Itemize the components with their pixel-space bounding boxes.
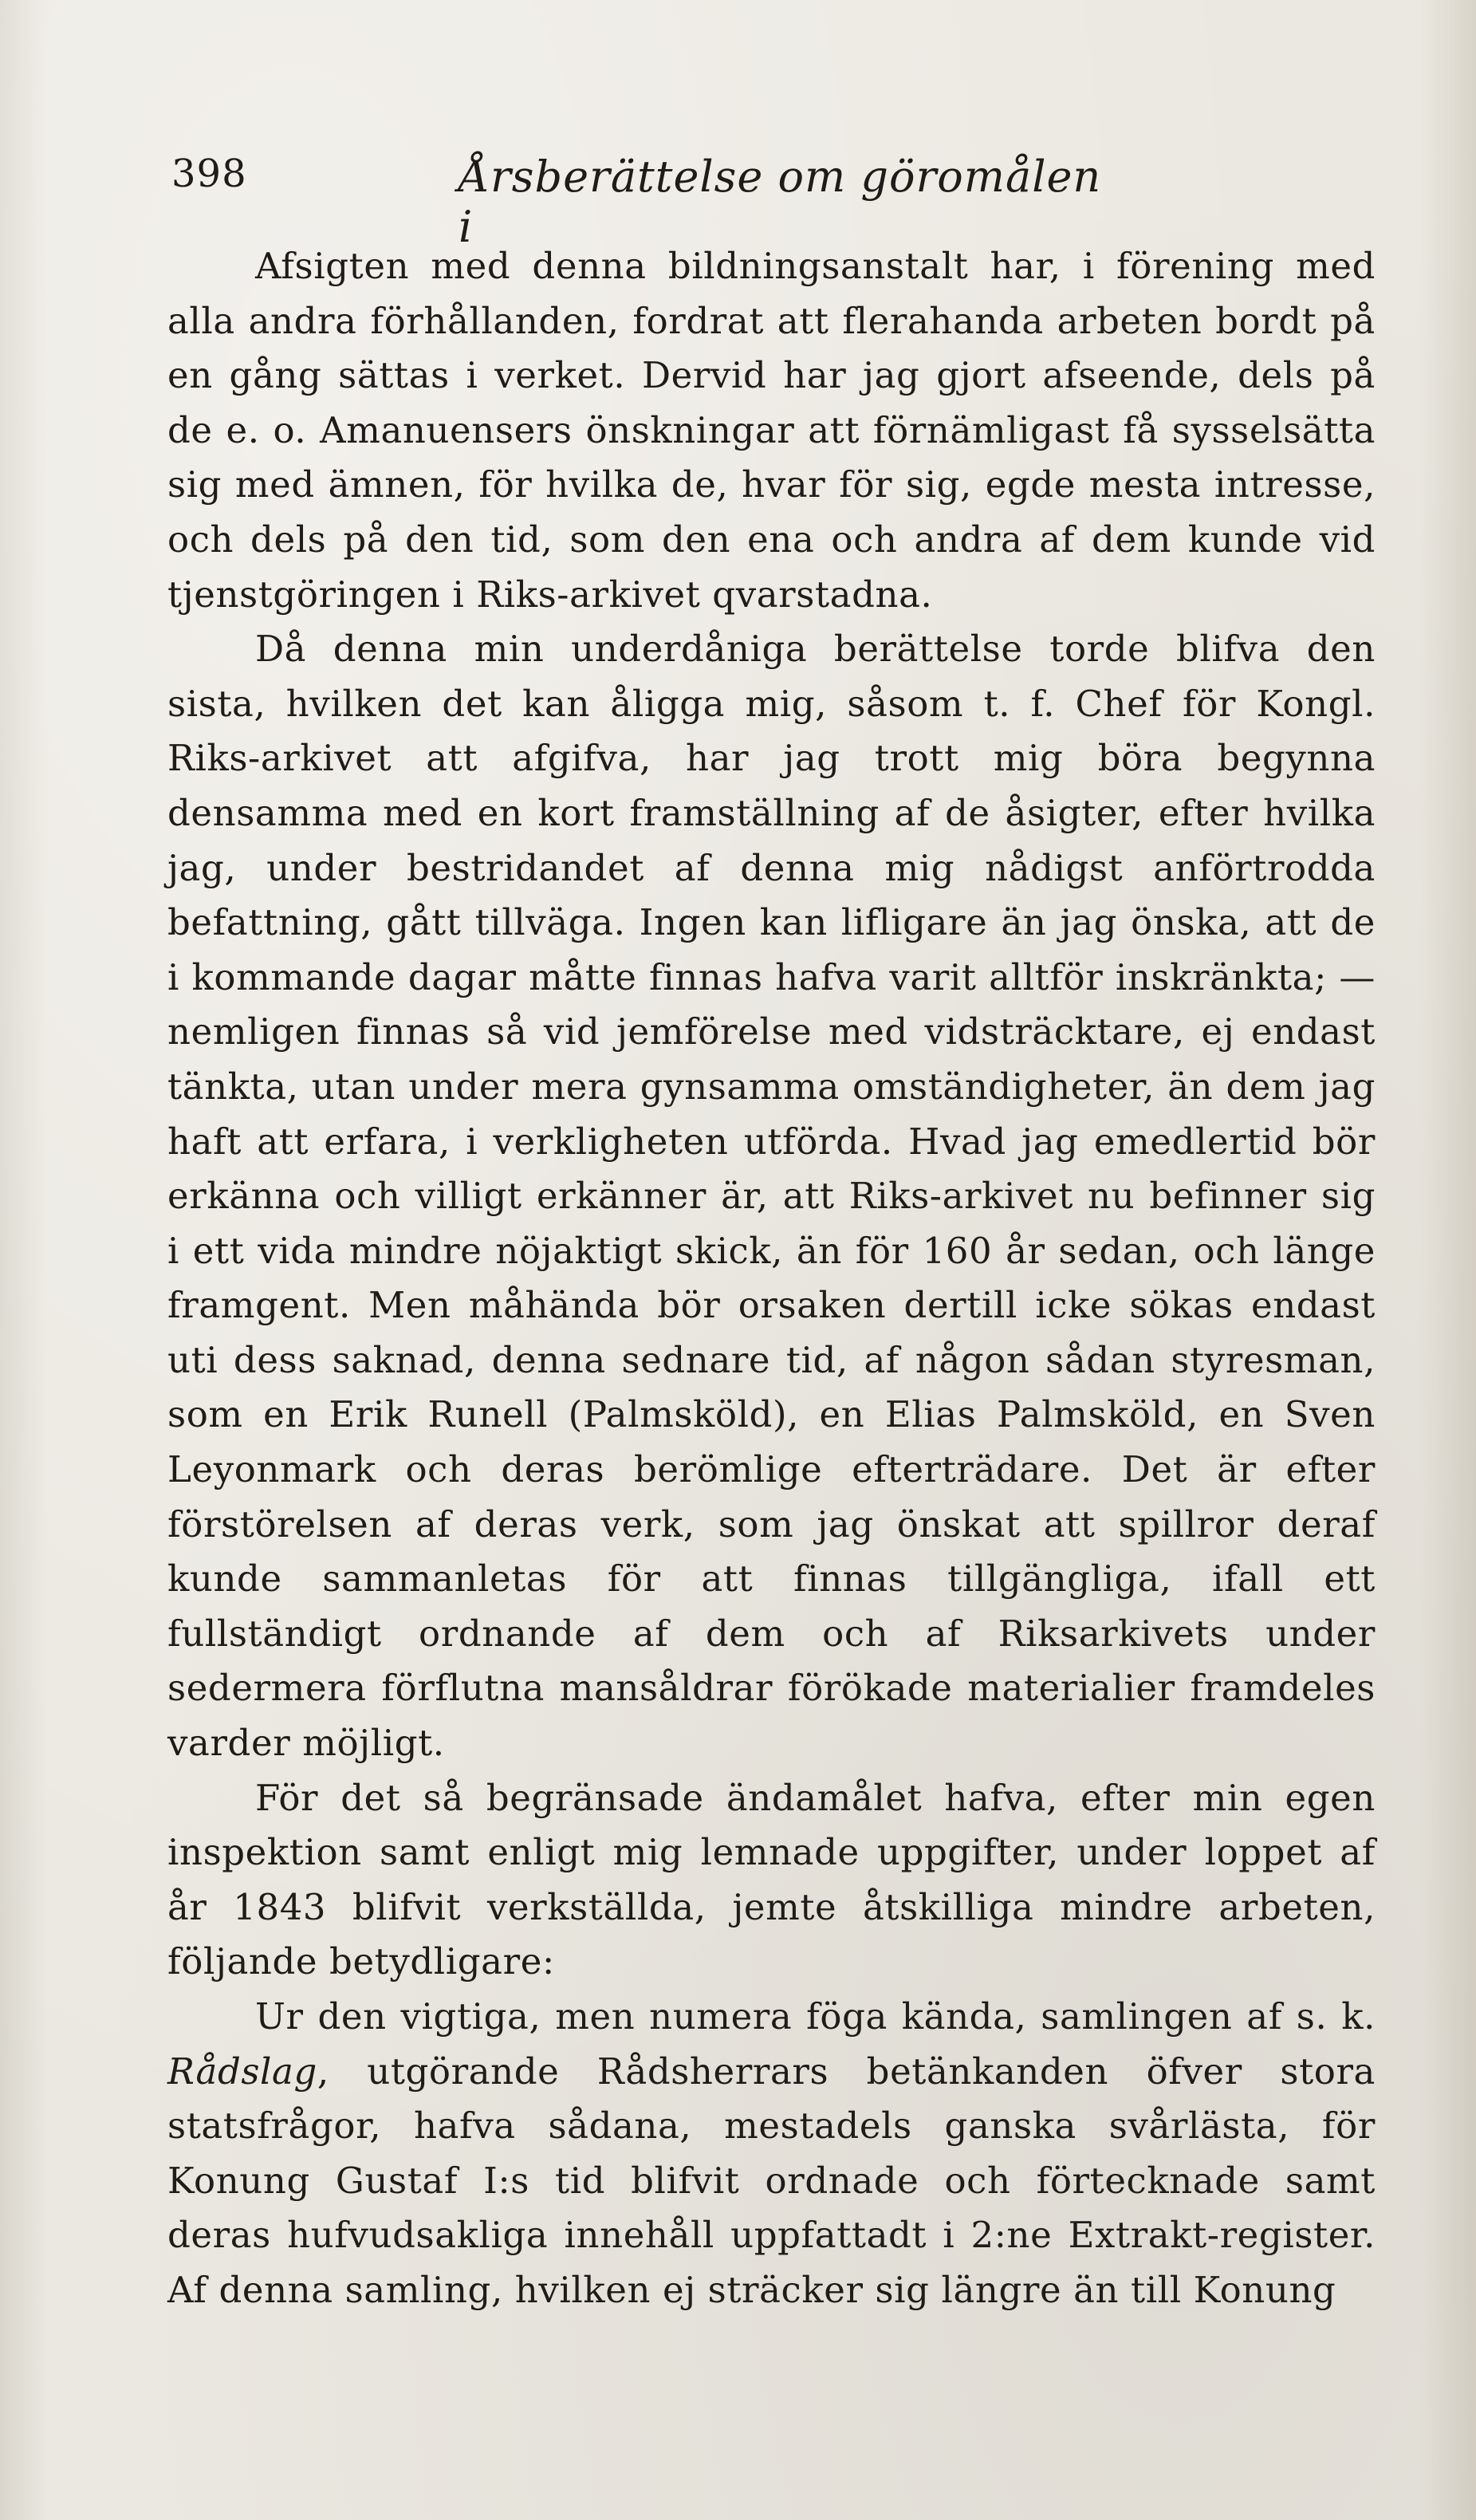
paragraph-1: Afsigten med denna bildningsanstalt har, i förening med alla andra förhållanden, fordrat att flerahanda arbeten bordt på en gång sättas i verket. Dervid har jag gjort afseende, dels på de e. o. Amanuensers önskningar att förnämligast få sysselsätta sig med ämnen, för hvilka de, hvar för sig, egde mesta intresse, och dels på den tid, som den ena och andra af dem kunde vid tjenstgöringen i Riks-arkivet qvarstadna. bbox=[167, 245, 1376, 616]
paragraph-4-end: , utgörande Rådsherrars betänkanden öfver stora statsfrågor, hafva sådana, mestadels ganska svårlästa, för Konung Gustaf I:s tid blifvit ordnade och förtecknade samt deras hufvudsakliga innehåll uppfattadt i 2:ne Extrakt-register. Af denna samling, hvilken ej sträcker sig längre än till Konung bbox=[167, 2049, 1376, 2311]
paragraph-4 bbox=[167, 1990, 1376, 2318]
body-text bbox=[167, 239, 1376, 2318]
page-header bbox=[171, 152, 1104, 252]
paragraph-4-start: Ur den vigtiga, men numera föga kända, samlingen af s. k. bbox=[255, 1995, 1376, 2038]
paragraph-2: Då denna min underdåniga berättelse torde blifva den sista, hvilken det kan åligga mig, såsom t. f. Chef för Kongl. Riks-arkivet att afgifva, har jag trott mig böra begynna densamma med en kort framställning af de åsigter, efter hvilka jag, under bestridandet af denna mig nådigst anförtrodda befattning, gått tillväga. Ingen kan lifligare än jag önska, att de i kommande dagar måtte finnas hafva varit alltför inskränkta; — nemligen finnas så vid jemförelse med vidsträcktare, ej endast tänkta, utan under mera gynsamma omständigheter, än dem jag haft att erfara, i verkligheten utförda. Hvad jag emedlertid bör erkänna och villigt erkänner är, att Riks-arkivet nu befinner sig i ett vida mindre nöjaktigt skick, än för 160 år sedan, och länge framgent. Men måhända bör orsaken dertill icke sökas endast uti dess saknad, denna sednare tid, af någon sådan styresman, som en Erik Runell (Palmsköld), en Elias Palmsköld, en Sven Leyonmark och deras berömlige efterträdare. Det är efter förstörelsen af deras verk, som jag önskat att spillror deraf kunde sammanletas för att finnas tillgängliga, ifall ett fullständigt ordnande af dem och af Riksarkivets under sedermera förflutna mansåldrar förökade materialier framdeles varder möjligt. bbox=[167, 628, 1376, 1765]
paragraph-3: För det så begränsade ändamålet hafva, efter min egen inspektion samt enligt mig lemnade uppgifter, under loppet af år 1843 blifvit verkställda, jemte åtskilliga mindre arbeten, följande betydligare: bbox=[167, 1776, 1376, 1983]
page-number: 398 bbox=[171, 152, 247, 196]
running-title: Årsberättelse om göromålen i bbox=[459, 152, 1102, 252]
radslag-term: Rådslag bbox=[167, 2049, 317, 2093]
